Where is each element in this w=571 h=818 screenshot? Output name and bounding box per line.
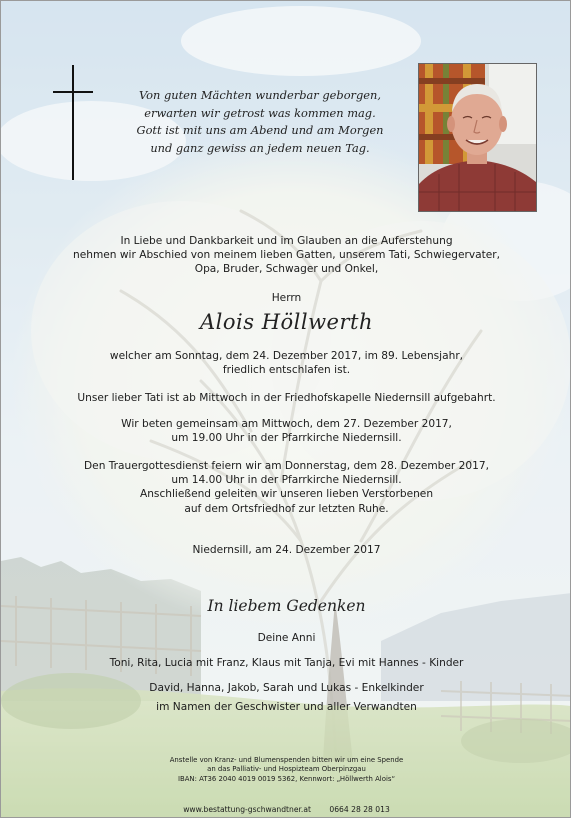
funeral-line: Den Trauergottesdienst feiern wir am Donnerstag, dem 28. Dezember 2017, <box>84 460 489 472</box>
donation-line: IBAN: AT36 2040 4019 0019 5362, Kennwort: „Höllwerth Alois“ <box>177 774 396 783</box>
poem-line: und ganz gewiss an jedem neuen Tag. <box>150 140 370 155</box>
donation-line: an das Palliativ- und Hospizteam Oberpinzgau <box>207 765 366 774</box>
poem <box>119 87 401 157</box>
death-notice-line: welcher am Sonntag, dem 24. Dezember 2017, im 89. Lebensjahr, <box>109 350 464 362</box>
prayer-line: um 19.00 Uhr in der Pfarrkirche Niedernsill. <box>171 432 402 445</box>
laid-out-notice: Unser lieber Tati ist ab Mittwoch in der Friedhofskapelle Niedernsill aufgebahrt. <box>77 392 496 404</box>
footer <box>41 805 532 814</box>
prayer-notice <box>41 417 532 445</box>
mourner-grandchildren: David, Hanna, Jakob, Sarah und Lukas - Enkelkinder <box>149 682 424 694</box>
portrait-photo <box>418 63 537 212</box>
intro-line: nehmen wir Abschied von meinem lieben Gatten, unserem Tati, Schwiegervater, <box>73 249 500 262</box>
footer-website-link[interactable]: www.bestattung-gschwandtner.at <box>183 805 311 814</box>
donation-note <box>41 756 532 784</box>
intro-line: Opa, Bruder, Schwager und Onkel, <box>194 263 379 276</box>
funeral-notice <box>41 459 532 516</box>
funeral-line: Anschließend geleiten wir unseren lieben Verstorbenen <box>139 488 434 501</box>
funeral-line: auf dem Ortsfriedhof zur letzten Ruhe. <box>184 502 389 515</box>
deceased-name: Alois Höllwerth <box>200 310 373 334</box>
poem-line: Gott ist mit uns am Abend und am Morgen <box>136 123 384 138</box>
funeral-line: um 14.00 Uhr in der Pfarrkirche Niedernsill. <box>171 474 402 487</box>
donation-line: Anstelle von Kranz- und Blumenspenden bitten wir um eine Spende <box>169 756 404 764</box>
latin-cross-icon <box>53 65 93 180</box>
intro-paragraph <box>41 234 532 277</box>
footer-phone: 0664 28 28 013 <box>329 805 390 814</box>
mourner-others: im Namen der Geschwister und aller Verwandten <box>156 701 417 713</box>
poem-line: erwarten wir getrost was kommen mag. <box>144 105 376 120</box>
death-notice <box>41 349 532 377</box>
memorial-heading: In liebem Gedenken <box>207 597 366 615</box>
poem-line: Von guten Mächten wunderbar geborgen, <box>138 88 381 102</box>
death-notice-line: friedlich entschlafen ist. <box>222 364 351 377</box>
mourner-children: Toni, Rita, Lucia mit Franz, Klaus mit Tanja, Evi mit Hannes - Kinder <box>109 657 464 669</box>
mourner-spouse: Deine Anni <box>257 632 316 644</box>
salutation: Herrn <box>271 292 302 304</box>
place-date: Niedernsill, am 24. Dezember 2017 <box>192 544 381 556</box>
intro-line: In Liebe und Dankbarkeit und im Glauben an die Auferstehung <box>120 235 453 247</box>
prayer-line: Wir beten gemeinsam am Mittwoch, dem 27. Dezember 2017, <box>121 418 452 430</box>
